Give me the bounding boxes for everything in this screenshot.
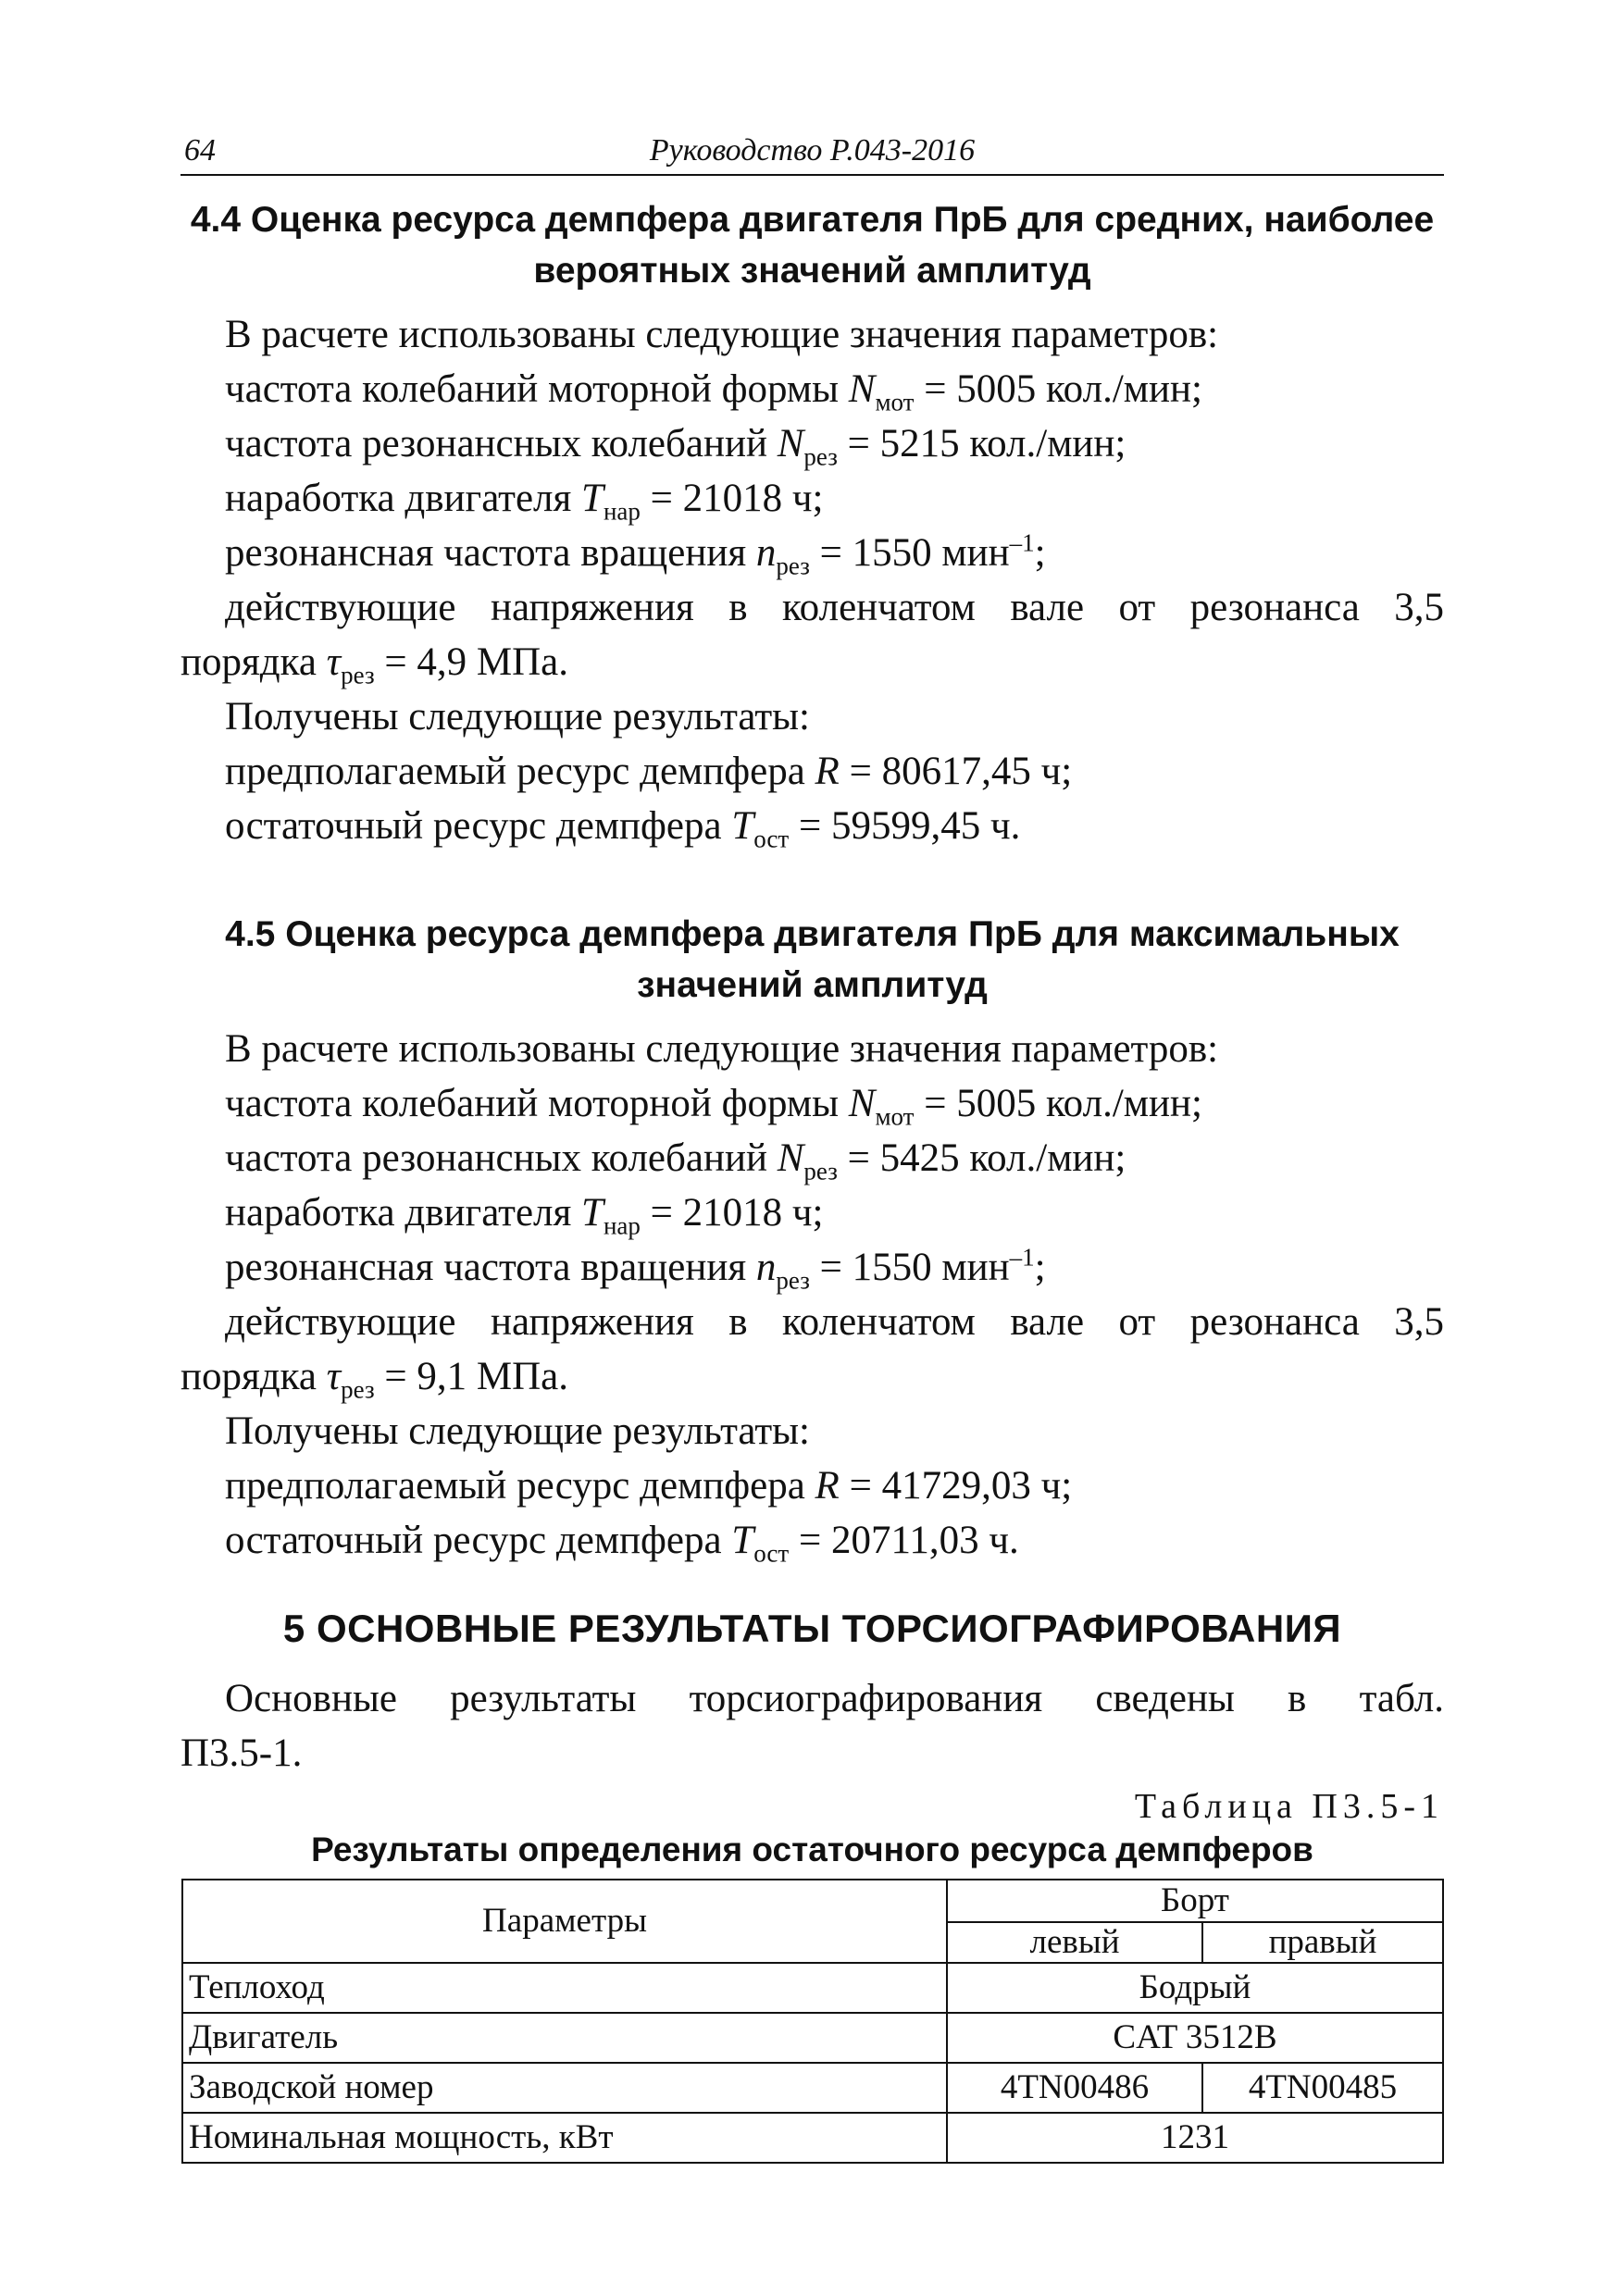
row-param: Заводской номер — [182, 2063, 947, 2113]
table-header-row — [182, 1880, 1443, 1922]
table-row — [182, 2063, 1443, 2113]
section-4-4-heading: 4.4 Оценка ресурса демпфера двигателя ПрБ для средних, наиболее вероятных значений амплитуд — [190, 200, 1435, 291]
param-motor-frequency: частота колебаний моторной формы $N_{мот} = 5005$ кол./мин; — [225, 1082, 1202, 1131]
table-row — [182, 2013, 1443, 2063]
document-title: Руководство Р.043-2016 — [649, 133, 976, 168]
table-row — [182, 1963, 1443, 2013]
param-engine-operating-time: наработка двигателя $T_{нар} = 21018$ ч; — [225, 1191, 824, 1240]
result-residual-resource: остаточный ресурс демпфера $T_{ост} = 59599,45$ ч. — [225, 804, 1021, 853]
param-resonance-frequency: частота резонансных колебаний $N_{рез} = 5425$ кол./мин; — [225, 1136, 1126, 1185]
table-title: Результаты определения остаточного ресурса демпферов — [311, 1831, 1313, 1868]
results-table — [181, 1879, 1444, 2164]
row-value: 1231 — [947, 2113, 1443, 2163]
result-expected-resource: предполагаемый ресурс демпфера R = 41729,03 ч; — [225, 1464, 1073, 1508]
result-residual-resource: остаточный ресурс демпфера $T_{ост} = 20711,03$ ч. — [225, 1519, 1019, 1568]
param-resonance-frequency: частота резонансных колебаний $N_{рез} = 5215$ кол./мин; — [225, 422, 1126, 471]
param-resonance-rotation: резонансная частота вращения $n_{рез} = 1550$ мин$^{-1}$; — [225, 528, 1046, 580]
header-left: левый — [947, 1922, 1202, 1963]
result-expected-resource: предполагаемый ресурс демпфера R = 80617,45 ч; — [225, 750, 1073, 793]
page-header — [180, 130, 1444, 176]
section-5-heading: 5 ОСНОВНЫЕ РЕЗУЛЬТАТЫ ТОРСИОГРАФИРОВАНИЯ — [282, 1607, 1342, 1650]
param-engine-operating-time: наработка двигателя $T_{нар} = 21018$ ч; — [225, 477, 824, 526]
params-intro: В расчете использованы следующие значения параметров: — [225, 313, 1219, 356]
results-intro: Получены следующие результаты: — [225, 695, 810, 738]
param-stress-line2: порядка $\tau_{рез} = 9,1$ МПа. — [180, 1355, 568, 1404]
section-4-5-body — [180, 1022, 1444, 1568]
table-label: Таблица П3.5-1 — [1134, 1787, 1444, 1826]
section-4-4-body — [180, 307, 1444, 853]
results-intro: Получены следующие результаты: — [225, 1409, 810, 1453]
row-param: Теплоход — [182, 1963, 947, 2013]
row-value: Бодрый — [947, 1963, 1443, 2013]
param-motor-frequency: частота колебаний моторной формы $N_{мот} = 5005$ кол./мин; — [225, 367, 1202, 416]
row-value-right: 4TN00485 — [1202, 2063, 1443, 2113]
page-number: 64 — [184, 133, 216, 168]
header-parameters: Параметры — [182, 1880, 947, 1963]
section-4-5-heading: 4.5 Оценка ресурса демпфера двигателя ПрБ для максимальных значений амплитуд — [225, 914, 1400, 1005]
header-right: правый — [1202, 1922, 1443, 1963]
section-5-text-line2: П3.5-1. — [180, 1731, 303, 1775]
header-bort: Борт — [947, 1880, 1443, 1922]
param-stress-line1: действующие напряжения в коленчатом вале от резонанса 3,5 — [225, 1300, 1444, 1344]
section-5-body — [180, 1671, 1444, 1781]
params-intro: В расчете использованы следующие значения параметров: — [225, 1027, 1219, 1071]
row-value-left: 4TN00486 — [947, 2063, 1202, 2113]
row-value: CAT 3512B — [947, 2013, 1443, 2063]
param-stress-line2: порядка $\tau_{рез} = 4,9$ МПа. — [180, 640, 568, 689]
param-stress-line1: действующие напряжения в коленчатом вале от резонанса 3,5 — [225, 586, 1444, 629]
row-param: Двигатель — [182, 2013, 947, 2063]
section-5-text-line1: Основные результаты торсиографирования сведены в табл. — [225, 1677, 1444, 1720]
table-row — [182, 2113, 1443, 2163]
param-resonance-rotation: резонансная частота вращения $n_{рез} = 1550$ мин$^{-1}$; — [225, 1243, 1046, 1295]
row-param: Номинальная мощность, кВт — [182, 2113, 947, 2163]
